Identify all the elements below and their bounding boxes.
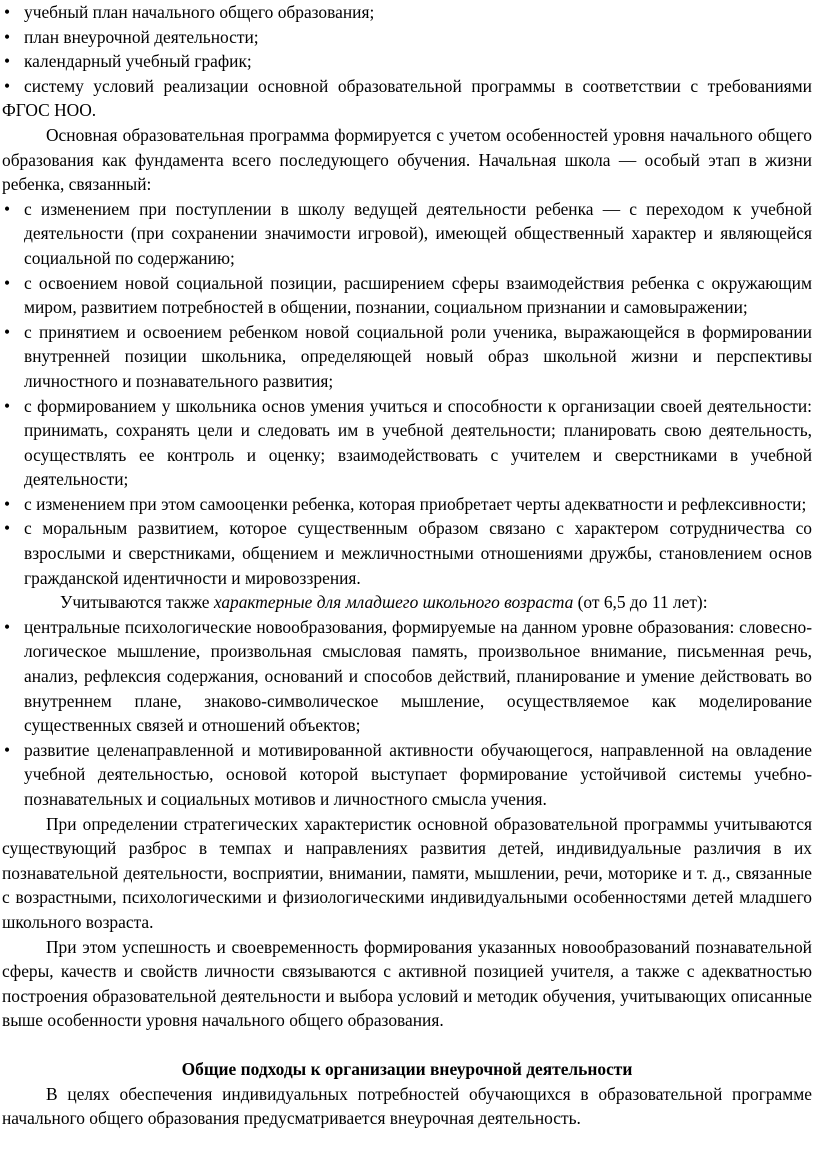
list-item: • с изменением при поступлении в школу ведущей деятельности ребенка — с переходом к учебной деятельности (при сохранении значимости игровой), имеющей общественный характер и являющейся социальной по содержанию; bbox=[2, 197, 812, 271]
spacer bbox=[2, 1033, 812, 1057]
age-list bbox=[2, 615, 812, 812]
list-item: • с формированием у школьника основ умения учиться и способности к организации своей деятельности: принимать, сохранять цели и следовать им в учебной деятельности; планировать свою деятельность, осуществлять ее контроль и оценку; взаимодействовать с учителем и сверстниками в учебной деятельности; bbox=[2, 394, 812, 492]
paragraph-tail: (от 6,5 до 11 лет): bbox=[573, 592, 708, 613]
list-item: • центральные психологические новообразования, формируемые на данном уровне образования: словесно- логическое мышление, произвольная смысловая память, произвольное внимание, письменная речь, анализ, рефлексия содержания, оснований и способов действий, планирование и умение действовать во внутреннем плане, знаково-символическое мышление, осуществляемое как моделирование существенных связей и отношений объектов; bbox=[2, 615, 812, 738]
list-item: • с освоением новой социальной позиции, расширением сферы взаимодействия ребенка с окружающим миром, развитием потребностей в общении, познании, социальном признании и самовыражении; bbox=[2, 271, 812, 320]
paragraph-intro: Основная образовательная программа формируется с учетом особенностей уровня начального общего образования как фундамента всего последующего обучения. Начальная школа — особый этап в жизни ребенка, связанный: bbox=[2, 124, 812, 195]
list-item: • календарный учебный график; bbox=[2, 49, 812, 74]
list-item: • с принятием и освоением ребенком новой социальной роли ученика, выражающейся в формировании внутренней позиции школьника, определяющей новый образ школьной жизни и перспективы личностного и познавательного развития; bbox=[2, 320, 812, 394]
paragraph-strategy: При определении стратегических характеристик основной образовательной программы учитываются существующий разброс в темпах и направлениях развития детей, индивидуальные различия в их познавательной деятельности, восприятии, внимании, памяти, мышлении, речи, моторике и т. д., связанные с возрастными, психологическими и физиологическими индивидуальными особенностями детей младшего школьного возраста. bbox=[2, 813, 812, 932]
paragraph-age-characteristics bbox=[2, 590, 812, 615]
paragraph-italic: характерные для младшего школьного возраста bbox=[213, 592, 574, 613]
list-item: • с изменением при этом самооценки ребенка, которая приобретает черты адекватности и рефлексивности; bbox=[2, 492, 812, 517]
list-item: • план внеурочной деятельности; bbox=[2, 25, 812, 50]
section-heading: Общие подходы к организации внеурочной деятельности bbox=[181, 1058, 633, 1079]
list-item: • с моральным развитием, которое существенным образом связано с характером сотрудничества со взрослыми и сверстниками, общением и межличностными отношениями дружбы, становлением основ гражданской идентичности и мировоззрения. bbox=[2, 516, 812, 590]
paragraph-extracurricular: В целях обеспечения индивидуальных потребностей обучающихся в образовательной программе начального общего образования предусматривается внеурочная деятельность. bbox=[2, 1083, 812, 1129]
paragraph-success: При этом успешность и своевременность формирования указанных новообразований познавательной сферы, качеств и свойств личности связываются с активной позицией учителя, а также с адекватностью построения образовательной деятельности и выбора условий и методик обучения, учитывающих описанные выше особенности уровня начального общего образования. bbox=[2, 936, 812, 1031]
list-item: • развитие целенаправленной и мотивированной активности обучающегося, направленной на овладение учебной деятельностью, основой которой выступает формирование устойчивой системы учебно-познавательных и социальных мотивов и личностного смысла учения. bbox=[2, 738, 812, 812]
paragraph-lead: Учитываются также bbox=[60, 592, 214, 613]
list-item: • систему условий реализации основной образовательной программы в соответствии с требованиями ФГОС НОО. bbox=[2, 74, 812, 123]
list-item: • учебный план начального общего образования; bbox=[2, 0, 812, 25]
features-list bbox=[2, 197, 812, 591]
intro-list bbox=[2, 0, 812, 123]
